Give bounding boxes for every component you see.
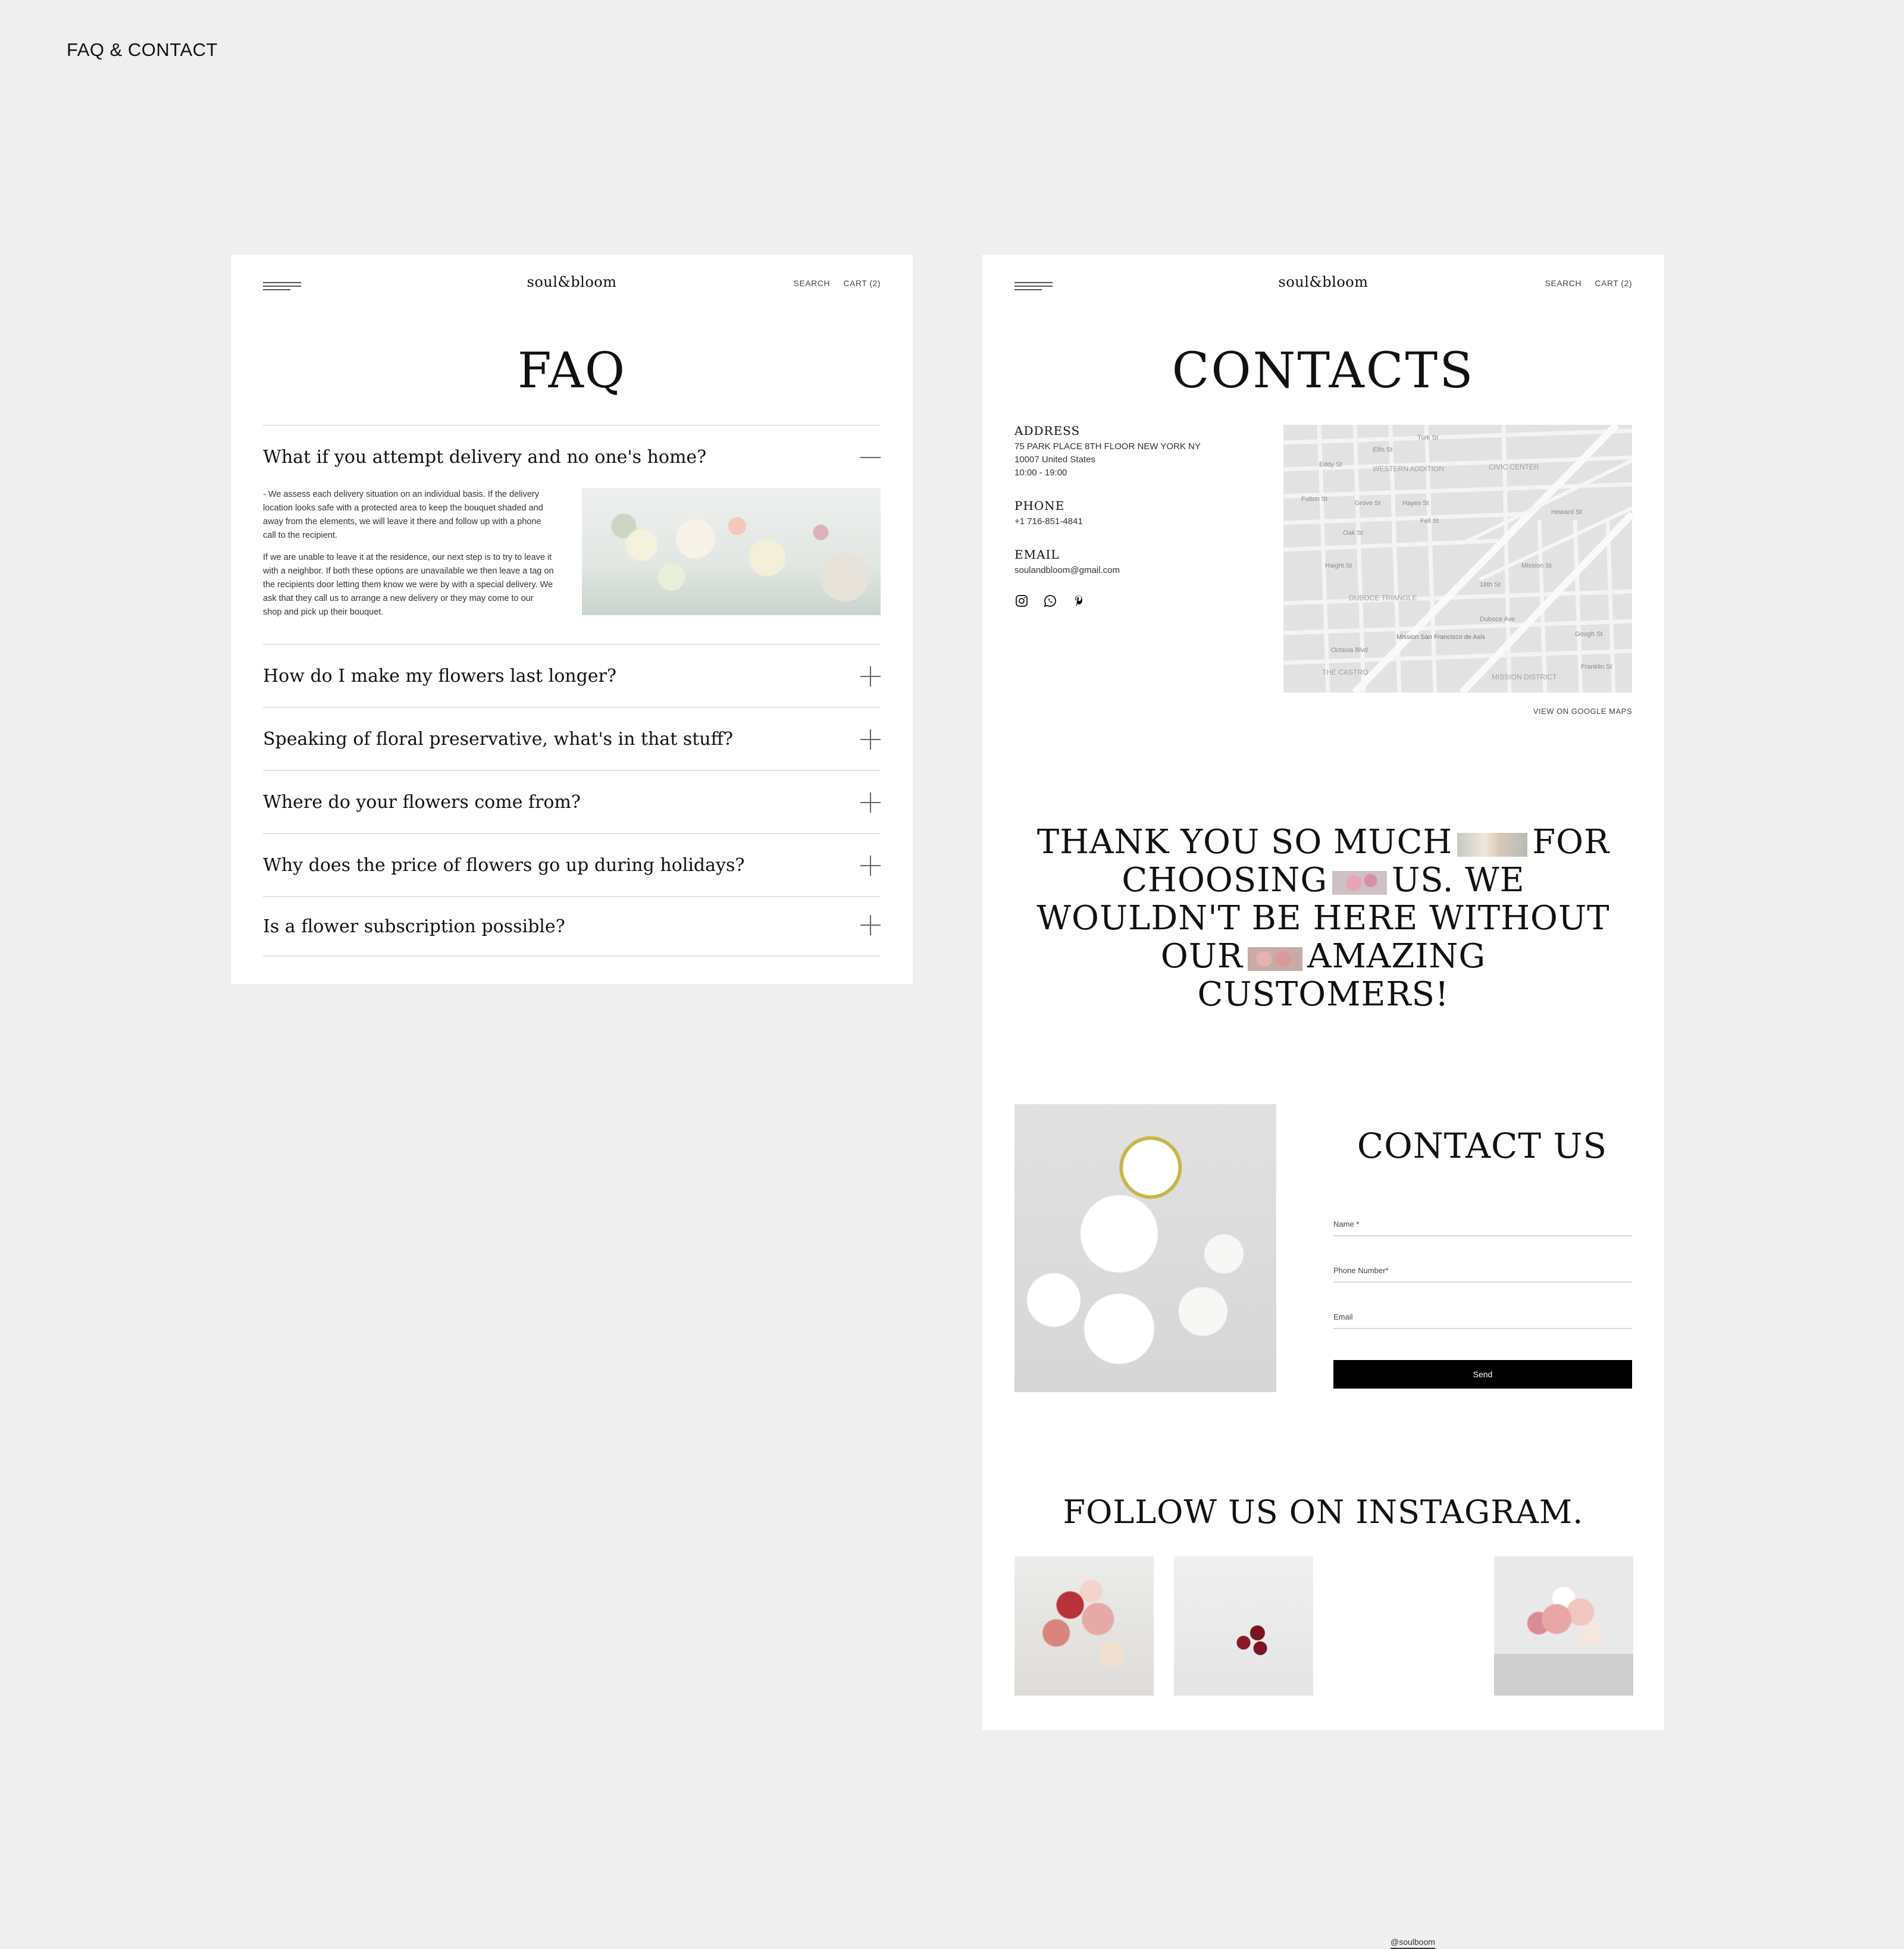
site-logo[interactable]: soul&bloom [1278,274,1368,290]
minus-icon[interactable] [860,447,881,468]
faq-question[interactable]: What if you attempt delivery and no one's home? [263,446,707,468]
svg-text:Haight St: Haight St [1325,562,1352,569]
faq-item [263,425,881,644]
instagram-grid [1014,1556,1633,1696]
whatsapp-icon[interactable] [1043,594,1057,608]
svg-text:Octavia Blvd: Octavia Blvd [1331,647,1368,654]
plus-icon[interactable] [860,856,881,876]
phone-number[interactable]: +1 716-851-4841 [1014,516,1083,527]
svg-text:18th St: 18th St [1480,581,1501,588]
thanks-line [1030,861,1617,900]
cart-link[interactable]: CART (2) [843,278,881,288]
instagram-handle-link[interactable]: @soulboom [1391,1937,1435,1949]
address-line: 10007 United States [1014,455,1095,465]
site-logo[interactable]: soul&bloom [527,274,617,290]
faq-list [263,425,881,957]
faq-answer-text [263,488,555,628]
send-button[interactable]: Send [1333,1360,1632,1389]
faq-item [263,896,881,957]
faq-item [263,707,881,770]
thanks-text: US. WE [1392,861,1525,900]
thanks-text: CHOOSING [1122,861,1328,900]
instagram-post-image[interactable] [1494,1556,1633,1696]
faq-item [263,770,881,833]
email-block [1014,547,1252,577]
map-streets [1283,425,1632,693]
header-links [1535,278,1632,288]
table-flowers-image [582,488,881,615]
address-label: ADDRESS [1014,424,1081,438]
contact-info [1014,424,1252,608]
instagram-post-image[interactable] [1014,1556,1154,1696]
svg-text:DUBOCE TRIANGLE: DUBOCE TRIANGLE [1349,594,1417,602]
thanks-line [1030,938,1617,1014]
instagram-icon[interactable] [1014,594,1029,608]
view-on-google-maps-link[interactable]: VIEW ON GOOGLE MAPS [1533,707,1632,716]
svg-text:Ellis St: Ellis St [1373,446,1393,453]
address-line: 75 PARK PLACE 8TH FLOOR NEW YORK NY [1014,441,1201,452]
svg-text:WESTERN ADDITION: WESTERN ADDITION [1373,465,1445,473]
phone-label: PHONE [1014,499,1065,513]
svg-text:Mission San Francisco de Asis: Mission San Francisco de Asis [1396,634,1486,641]
svg-text:THE CASTRO: THE CASTRO [1322,668,1368,676]
email-label: EMAIL [1014,547,1060,562]
inline-flower-thumbnail [1332,871,1387,895]
svg-text:Fell St: Fell St [1420,518,1439,525]
thanks-line [1030,823,1617,861]
svg-text:Fulton St: Fulton St [1301,496,1328,503]
email-field[interactable] [1333,1305,1632,1329]
faq-item [263,644,881,707]
faq-answer [263,488,881,644]
thanks-text: AMAZING CUSTOMERS! [1197,937,1486,1014]
name-field-wrapper [1333,1190,1632,1236]
thanks-text: FOR [1532,823,1610,861]
faq-question[interactable]: Why does the price of flowers go up during holidays? [263,854,745,876]
faq-page [231,255,913,984]
faq-question[interactable]: Is a flower subscription possible? [263,916,565,937]
email-address[interactable]: soulandbloom@gmail.com [1014,565,1120,575]
contacts-page [982,255,1664,1947]
header-links [783,278,881,288]
page-label: FAQ & CONTACT [67,39,218,60]
thanks-text: OUR [1160,937,1244,976]
contact-form [1333,1190,1632,1389]
svg-text:Duboce Ave: Duboce Ave [1480,616,1515,623]
svg-text:Gough St: Gough St [1575,631,1603,638]
faq-item [263,833,881,896]
svg-text:Eddy St: Eddy St [1319,461,1342,468]
instagram-post-image[interactable] [1174,1556,1313,1696]
cart-link[interactable]: CART (2) [1595,278,1632,288]
phone-block [1014,499,1252,528]
white-cosmos-photo [1014,1104,1276,1392]
thanks-line: WOULDN'T BE HERE WITHOUT [1036,899,1610,938]
instagram-title: FOLLOW US ON INSTAGRAM. [1063,1493,1584,1531]
faq-answer-paragraph: If we are unable to leave it at the residence, our next step is to try to leave it with a neighbor. If both these options are unavailable we then leave a tag on the recipients door letting them know we were by with a special delivery. We ask that they call us to arrange a new delivery or they may come to our shop and pick up their bouquet. [263,553,554,617]
site-header [263,271,881,297]
svg-text:Mission St: Mission St [1521,562,1552,569]
social-links [1014,594,1252,608]
email-field-wrapper [1333,1283,1632,1329]
plus-icon[interactable] [860,729,881,750]
opening-hours: 10:00 - 19:00 [1014,468,1067,478]
phone-field[interactable] [1333,1259,1632,1283]
svg-text:CIVIC CENTER: CIVIC CENTER [1489,463,1539,471]
faq-question[interactable]: Speaking of floral preservative, what's in that stuff? [263,728,734,750]
thanks-text: THANK YOU SO MUCH [1036,823,1453,861]
thank-you-message [1030,823,1617,1014]
site-header [1014,271,1632,297]
faq-question[interactable]: How do I make my flowers last longer? [263,665,616,687]
faq-answer-paragraph: - We assess each delivery situation on an individual basis. If the delivery location looks safe with a protected area to keep the bouquet shaded and away from the elements, we will leave it there and follow up with a phone call to the recipient. [263,490,543,540]
name-field[interactable] [1333,1212,1632,1236]
search-link[interactable]: SEARCH [793,278,830,288]
phone-field-wrapper [1333,1236,1632,1283]
address-block [1014,424,1252,480]
contact-us-title: CONTACT US [1357,1126,1608,1166]
inline-flower-thumbnail [1457,833,1527,857]
svg-text:MISSION DISTRICT: MISSION DISTRICT [1492,673,1557,681]
svg-text:Howard St: Howard St [1551,509,1582,516]
plus-icon[interactable] [860,792,881,813]
google-map[interactable] [1283,425,1632,693]
pinterest-icon[interactable] [1072,594,1086,608]
svg-text:Franklin St: Franklin St [1581,663,1612,670]
inline-flower-thumbnail [1248,947,1302,971]
plus-icon[interactable] [860,915,881,935]
svg-text:Turk St: Turk St [1417,434,1439,441]
svg-text:Grove St: Grove St [1355,500,1381,507]
search-link[interactable]: SEARCH [1545,278,1582,288]
svg-text:Oak St: Oak St [1343,529,1363,537]
contacts-title: CONTACTS [1172,343,1475,399]
plus-icon[interactable] [860,666,881,687]
svg-text:Hayes St: Hayes St [1402,500,1429,507]
faq-title: FAQ [517,343,627,399]
instagram-post-image[interactable] [1333,1556,1473,1696]
faq-question[interactable]: Where do your flowers come from? [263,791,581,813]
